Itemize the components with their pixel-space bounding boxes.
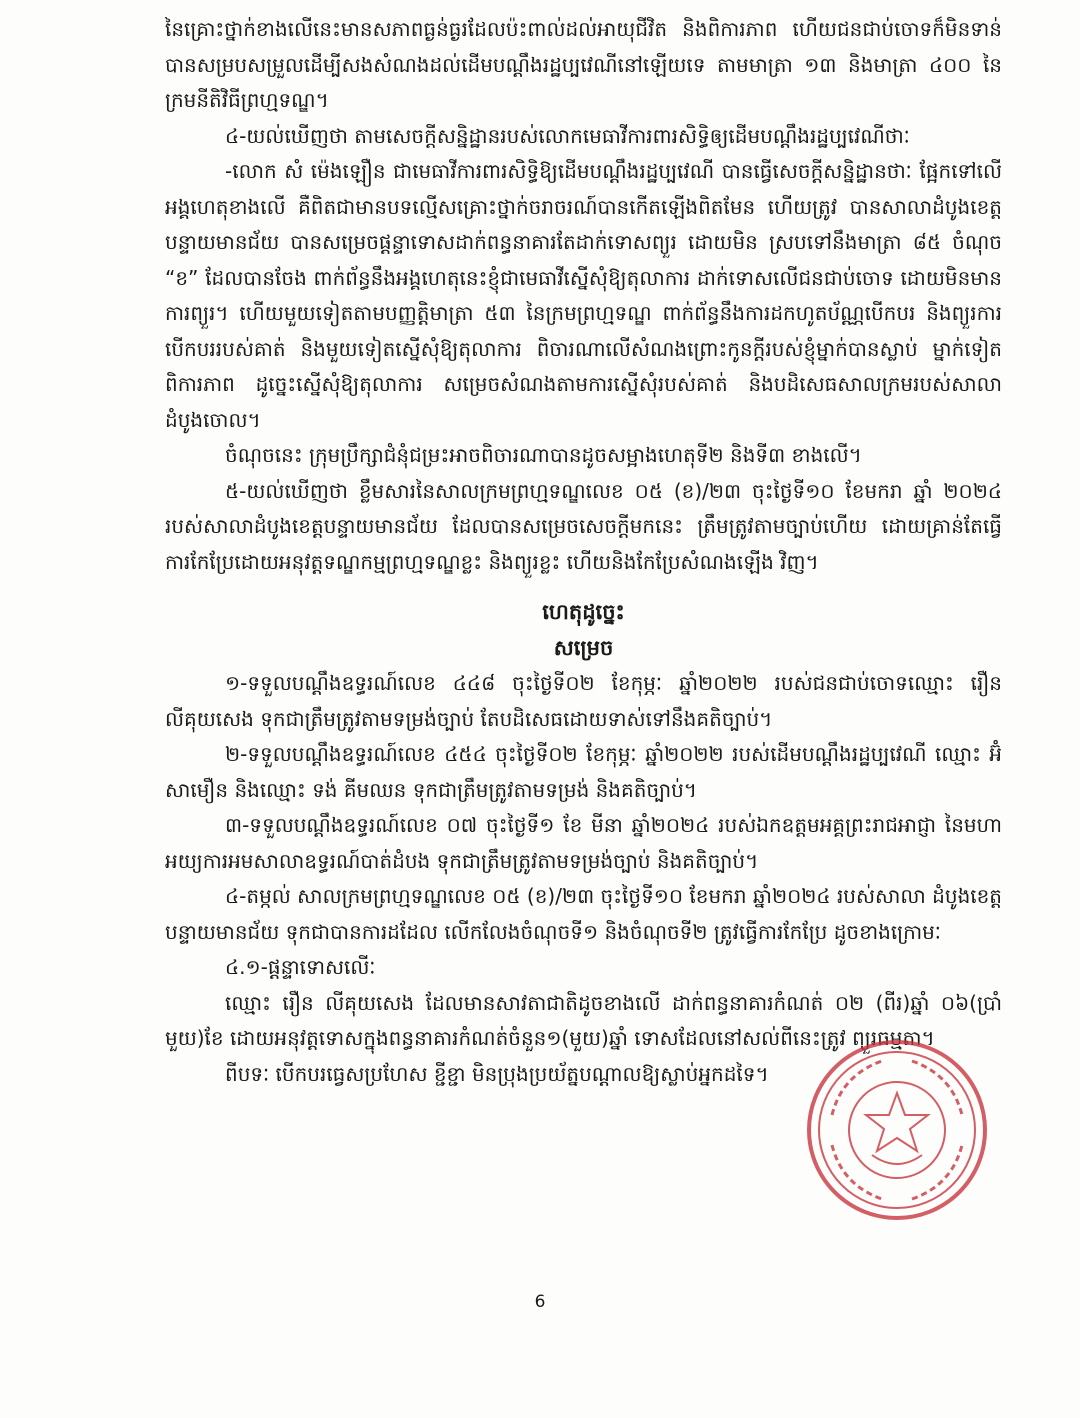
paragraph-d7: ពីបទៈ បើកបរធ្វេសប្រហែស ខ្ជីខ្ជា មិនប្រុងប្រយ័ត្នបណ្តាលឱ្យស្លាប់អ្នកដទៃ។	[225, 1061, 769, 1086]
paragraph-p3: -លោក សំ ម៉េងឡឿន ជាមេធាវីការពារសិទ្ធិឱ្យដើមបណ្តឹងរដ្ឋប្បវេណី បានធ្វើសេចក្តីសន្និដ្ឋានថាៈ ផ្អែកទៅលើអង្គហេតុខាងលើ គឺពិតជាមានបទល្មើសគ្រោះថ្នាក់ចរាចរណ៍បានកើតឡើងពិតមែន ហើយត្រូវ បានសាលាដំបូងខេត្តបន្ទាយមានជ័យ បានសម្រេចផ្តន្ទាទោសដាក់ពន្ធនាគារតែដាក់ទោសព្យួរ ដោយមិន ស្របទៅនឹងមាត្រា ៨៥ ចំណុច “ខ” ដែលបានចែង ពាក់ព័ន្ធនឹងអង្គហេតុនេះខ្ញុំជាមេធាវីស្នើសុំឱ្យតុលាការ ដាក់ទោសលើជនជាប់ចោទ ដោយមិនមានការព្យួរ។ ហើយមួយទៀតតាមបញ្ញត្តិមាត្រា ៥៣ នៃក្រមព្រហ្មទណ្ឌ ពាក់ព័ន្ធនឹងការដកហូតប័ណ្ណបើកបរ និងព្យួរការបើកបររបស់គាត់ និងមួយទៀតស្នើសុំឱ្យតុលាការ ពិចារណាលើសំណងព្រោះកូនក្តីរបស់ខ្ញុំម្នាក់បានស្លាប់ ម្នាក់ទៀតពិការភាព ដូច្នេះស្នើសុំឱ្យតុលាការ សម្រេចសំណងតាមការស្នើសុំរបស់គាត់ និងបដិសេធសាលក្រមរបស់សាលាដំបូងចោល។	[165, 159, 1002, 432]
paragraph-d5: ៤.១-ផ្តន្ទាទោសលើៈ	[225, 955, 376, 979]
heading-decision: សម្រេច	[553, 636, 614, 660]
paragraph-d2: ២-ទទួលបណ្តឹងឧទ្ធរណ៍លេខ ៤៥៤ ចុះថ្ងៃទី០២ ខែកុម្ភៈ ឆ្នាំ២០២២ របស់ដើមបណ្តឹងរដ្ឋប្បវេណី ឈ្មោះ អ៊ំ សាមឿន និងឈ្មោះ ទង់ គីមឈន ទុកជាត្រឹមត្រូវតាមទម្រង់ និងគតិច្បាប់។	[165, 742, 1002, 802]
paragraph-p5: ៥-យល់ឃើញថា ខ្លឹមសារនៃសាលក្រមព្រហ្មទណ្ឌលេខ ០៥ (ខ)/២៣ ចុះថ្ងៃទី១០ ខែមករា ឆ្នាំ ២០២៤ របស់សាលាដំបូងខេត្តបន្ទាយមានជ័យ ដែលបានសម្រេចសេចក្តីមកនេះ ត្រឹមត្រូវតាមច្បាប់ហើយ ដោយគ្រាន់តែធ្វើការកែប្រែដោយអនុវត្តទណ្ឌកម្មព្រហ្មទណ្ឌខ្លះ និងព្យួរខ្លះ ហើយនិងកែប្រែសំណងឡើង វិញ។	[165, 478, 1002, 574]
page-number: 6	[534, 1292, 546, 1312]
paragraph-p1: នៃគ្រោះថ្នាក់ខាងលើនេះមានសភាពធ្ងន់ធ្ងរដែលប៉ះពាល់ដល់អាយុជីវិត និងពិការភាព ហើយជនជាប់ចោទក៏មិនទាន់បានសម្របសម្រួលដើម្បីសងសំណងដល់ដើមបណ្តឹងរដ្ឋប្បវេណីនៅឡើយទេ តាមមាត្រា ១៣ និងមាត្រា ៤០០ នៃក្រមនីតិវិធីព្រហ្មទណ្ឌ។	[165, 17, 1002, 112]
paragraph-p2: ៤-យល់ឃើញថា តាមសេចក្តីសន្និដ្ឋានរបស់លោកមេធាវីការពារសិទ្ធិឲ្យដើមបណ្តឹងរដ្ឋប្បវេណីថាៈ	[225, 123, 910, 148]
paragraph-d1: ១-ទទួលបណ្តឹងឧទ្ធរណ៍លេខ ៤៤៨ ចុះថ្ងៃទី០២ ខែកុម្ភៈ ឆ្នាំ២០២២ របស់ជនជាប់ចោទឈ្មោះ រឿន លីគុយសេង ទុកជាត្រឹមត្រូវតាមទម្រង់ច្បាប់ តែបដិសេធដោយទាស់ទៅនឹងគតិច្បាប់។	[165, 671, 1002, 731]
body-text-top	[165, 12, 1002, 580]
paragraph-d6: ឈ្មោះ រឿន លីគុយសេង ដែលមានសាវតាជាតិដូចខាងលើ ដាក់ពន្ធនាគារកំណត់ ០២ (ពីរ)ឆ្នាំ ០៦(ប្រាំមួយ)ខែ ដោយអនុវត្តទោសក្នុងពន្ធនាគារកំណត់ចំនួន១(មួយ)ឆ្នាំ ទោសដែលនៅសល់ពីនេះត្រូវ ព្យួរធម្មតា។	[165, 990, 1002, 1050]
heading-reason: ហេតុដូច្នេះ	[542, 600, 625, 624]
paragraph-p4: ចំណុចនេះ ក្រុមប្រឹក្សាជំនុំជម្រះអាចពិចារណាបានដូចសម្អាងហេតុទី២ និងទី៣ ខាងលើ។	[225, 443, 862, 467]
paragraph-d3: ៣-ទទួលបណ្តឹងឧទ្ធរណ៍លេខ ០៧ ចុះថ្ងៃទី១ ខែ មីនា ឆ្នាំ២០២៤ របស់ឯកឧត្តមអគ្គព្រះរាជអាជ្ញា នៃមហាអយ្យការអមសាលាឧទ្ធរណ៍បាត់ដំបង ទុកជាត្រឹមត្រូវតាមទម្រង់ច្បាប់ និងគតិច្បាប់។	[165, 813, 1002, 873]
decision-text	[165, 666, 1002, 1092]
paragraph-d4: ៤-តម្កល់ សាលក្រមព្រហ្មទណ្ឌលេខ ០៥ (ខ)/២៣ ចុះថ្ងៃទី១០ ខែមករា ឆ្នាំ២០២៤ របស់សាលា ដំបូងខេត្តបន្ទាយមានជ័យ ទុកជាបានការដដែល លើកលែងចំណុចទី១ និងចំណុចទី២ ត្រូវធ្វើការកែប្រែ ដូចខាងក្រោមៈ	[165, 884, 1002, 944]
